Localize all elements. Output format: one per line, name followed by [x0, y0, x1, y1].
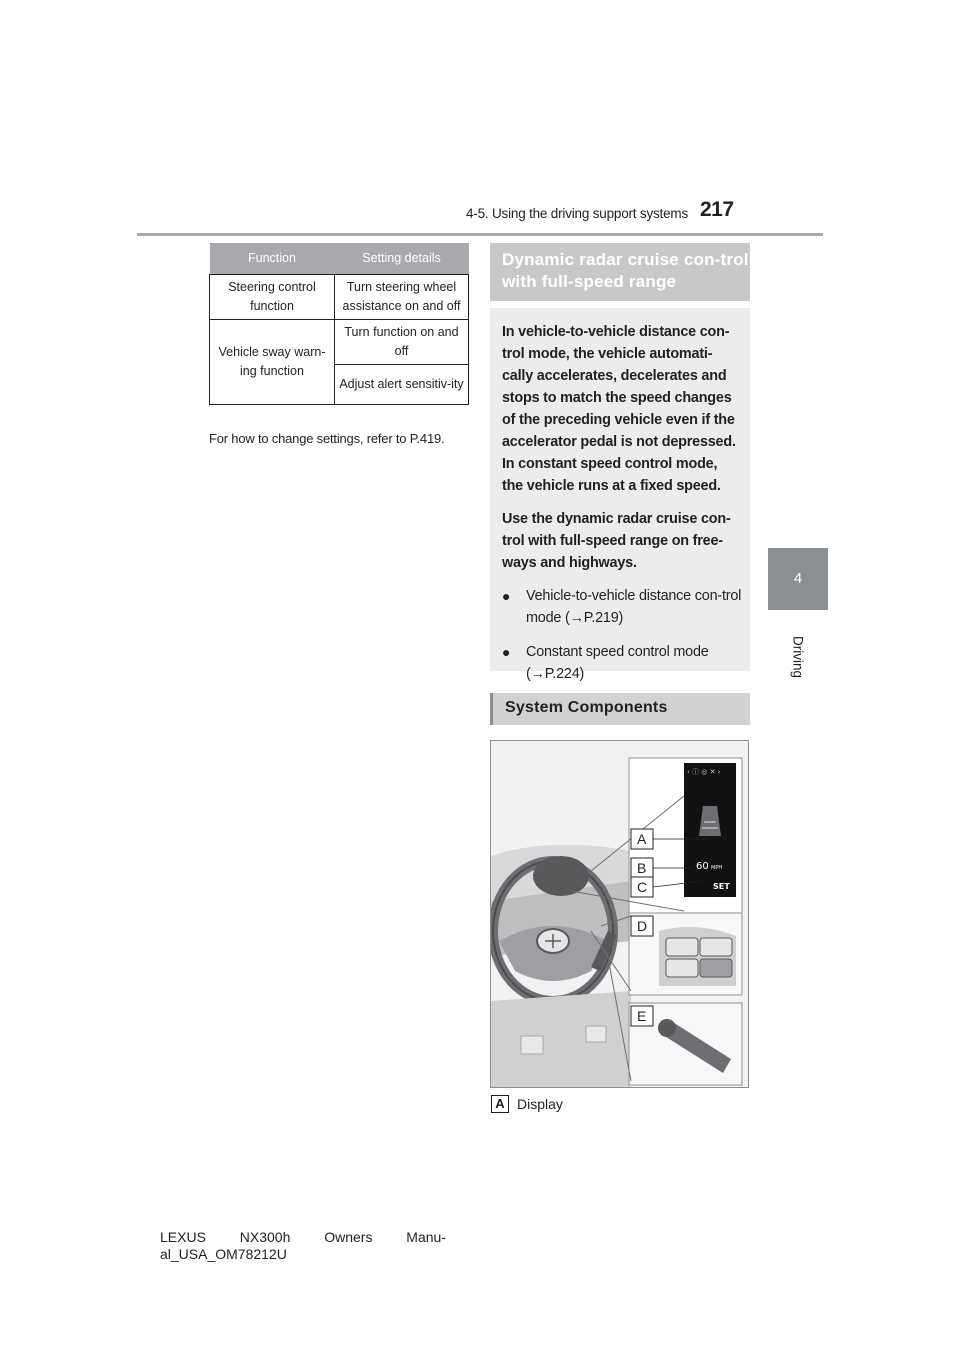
table-header-setting-details: Setting details [335, 243, 469, 275]
distance-switch-icon [666, 938, 698, 956]
svg-text:A: A [637, 831, 647, 847]
running-header-section-title: 4-5. Using the driving support systems [466, 206, 688, 221]
bullet-text: Constant speed control mode (→P.224) [526, 644, 709, 682]
bullet-item [502, 641, 742, 685]
section-heading-text: System Components [505, 699, 668, 716]
section-heading-drc: Dynamic radar cruise con-trol with full-speed range [490, 243, 750, 301]
bullet-text: Vehicle-to-vehicle distance con-trol mode (→P.219) [526, 588, 742, 626]
footer-word: NX300h [239, 1229, 291, 1245]
page-number: 217 [700, 198, 734, 221]
header-rule [137, 233, 823, 236]
svg-text:C: C [637, 879, 648, 895]
legend-label: Display [517, 1096, 563, 1112]
body-paragraph: Use the dynamic radar cruise con-trol with full-speed range on free-ways and highways. [502, 511, 731, 571]
svg-text:E: E [637, 1008, 647, 1024]
bullet-item [502, 585, 742, 629]
section-body-drc [490, 308, 750, 682]
settings-table [209, 243, 469, 405]
table-cell-function: Steering control function [210, 275, 335, 320]
table-cell-details: Turn steering wheel assistance on and off [335, 275, 469, 320]
display-unit: MPH [711, 865, 723, 871]
chapter-tab-number: 4 [793, 570, 803, 587]
table-cell-details: Turn function on and off [335, 320, 469, 365]
bullet-dot-icon: ● [502, 644, 511, 660]
callout-a [631, 829, 653, 849]
table-row [210, 275, 469, 320]
callout-c [631, 877, 653, 897]
section-heading-system-components [490, 693, 750, 725]
table-row [210, 320, 469, 365]
bullet-dot-icon: ● [502, 588, 511, 604]
display-speed: 60 [696, 861, 709, 872]
svg-text:D: D [637, 918, 648, 934]
table-cell-function: Vehicle sway warn-ing function [210, 320, 335, 405]
chapter-tab-label: Driving [790, 635, 806, 679]
footer [160, 1229, 446, 1263]
table-cell-details: Adjust alert sensitiv-ity [335, 365, 469, 405]
footer-line-2: al_USA_OM78212U [160, 1246, 287, 1262]
footer-word: Owners [324, 1229, 373, 1245]
table-header-function: Function [210, 243, 335, 275]
footer-word: LEXUS [160, 1229, 206, 1245]
footer-word: Manu- [406, 1229, 446, 1245]
callout-e [631, 1006, 653, 1026]
svg-text:‹ ⓘ ◎ ✕ ›: ‹ ⓘ ◎ ✕ › [687, 768, 721, 776]
cockpit-illustration [491, 741, 749, 1088]
legend-key-a: A [491, 1095, 509, 1113]
svg-text:B: B [637, 860, 647, 876]
display-set: SET [713, 882, 730, 891]
body-paragraph: In vehicle-to-vehicle distance con-trol mode, the vehicle automati-cally accelerates, decelerates and stops to match the speed changes of the preceding vehicle even if the accelerator pedal is not depressed. In constant speed control mode, the vehicle runs at a fixed speed. [502, 324, 736, 494]
callout-b [631, 858, 653, 878]
callout-d [631, 916, 653, 936]
system-components-illustration [490, 740, 749, 1088]
settings-reference-note: For how to change settings, refer to P.419. [209, 431, 445, 446]
footer-line-1 [160, 1229, 446, 1246]
cancel-switch-icon [700, 938, 732, 956]
